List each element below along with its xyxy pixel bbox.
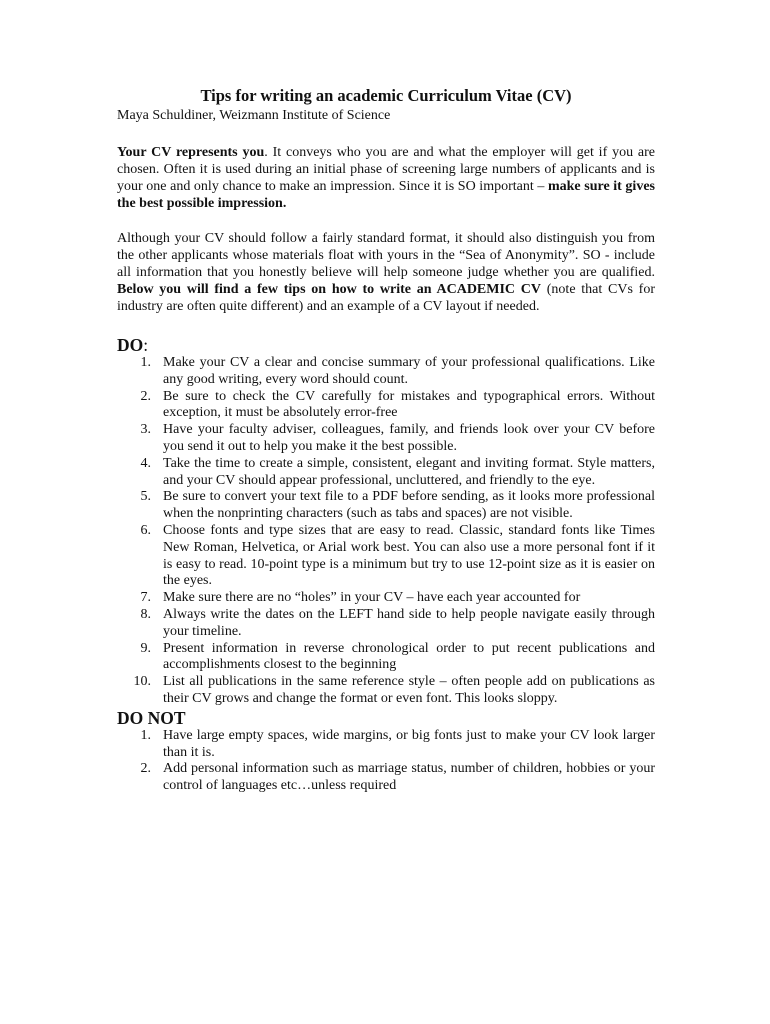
do-heading-text: DO <box>117 335 144 355</box>
item-text: Add personal information such as marriage status, number of children, hobbies or your control of languages etc…unless required <box>163 761 655 794</box>
document-body <box>117 86 655 795</box>
item-number: 4. <box>140 455 151 471</box>
do-heading <box>117 335 655 355</box>
list-item <box>117 674 655 708</box>
list-item <box>117 422 655 456</box>
list-item <box>117 489 655 523</box>
intro-paragraph-1 <box>117 144 655 212</box>
item-text: Make sure there are no “holes” in your CV – have each year accounted for <box>163 590 581 606</box>
item-number: 3. <box>140 422 151 438</box>
intro2-bold: Below you will find a few tips on how to write an ACADEMIC CV <box>117 282 542 297</box>
document-title: Tips for writing an academic Curriculum Vitae (CV) <box>200 86 572 105</box>
intro-lead-bold: Your CV represents you <box>117 145 265 160</box>
item-text: Make your CV a clear and concise summary of your professional qualifications. Like any good writing, every word should count. <box>163 355 655 387</box>
list-item <box>117 355 655 389</box>
list-item <box>117 761 655 795</box>
item-number: 5. <box>140 489 151 505</box>
item-text: Present information in reverse chronological order to put recent publications and accomplishments closest to the beginning <box>163 640 655 673</box>
intro2-tail: (note that CVs for industry are often quite different) and an example of a CV layout if needed. <box>117 282 656 314</box>
item-text: List all publications in the same reference style – often people add on publications as their CV grows and change the format or even font. This looks sloppy. <box>163 674 655 706</box>
item-number: 2. <box>140 388 151 404</box>
item-text: Have large empty spaces, wide margins, or big fonts just to make your CV look larger than it is. <box>163 727 655 760</box>
item-number: 10. <box>133 674 151 690</box>
intro2-text: Although your CV should follow a fairly standard format, it should also distinguish you from the other applicants whose materials float with yours in the “Sea of Anonymity”. SO - include all information that you honestly believe will help someone judge whether you are qualified. <box>117 231 655 280</box>
intro-paragraph-2 <box>117 230 655 315</box>
item-number: 8. <box>140 606 151 622</box>
item-number: 9. <box>140 640 151 656</box>
list-item <box>117 590 655 607</box>
item-text: Have your faculty adviser, colleagues, family, and friends look over your CV before you send it out to help you make it the best possible. <box>163 422 655 454</box>
list-item <box>117 456 655 490</box>
do-heading-colon: : <box>143 335 149 355</box>
list-item <box>117 389 655 423</box>
item-number: 2. <box>140 761 151 777</box>
intro-tail-bold: make sure it gives the best possible impression. <box>117 179 655 211</box>
item-number: 7. <box>140 590 151 606</box>
donot-heading: DO NOT <box>117 707 186 728</box>
item-text: Always write the dates on the LEFT hand side to help people navigate easily through your timeline. <box>163 606 655 639</box>
item-text: Choose fonts and type sizes that are easy to read. Classic, standard fonts like Times New Roman, Helvetica, or Arial work best. You can also use a more personal font if it is easy to read. 10-point type is a minimum but try to use 12-point size as it is easier on the eyes. <box>163 522 655 589</box>
item-number: 6. <box>140 522 151 538</box>
donot-list <box>117 728 655 795</box>
list-item <box>117 523 655 590</box>
item-number: 1. <box>140 355 151 370</box>
list-item <box>117 641 655 675</box>
item-number: 1. <box>140 727 151 743</box>
intro-text: . It conveys who you are and what the employer will get if you are chosen. Often it is used during an initial phase of screening large numbers of applicants and is your one and only chance to make an impression. Since it is SO important – <box>117 145 655 194</box>
do-list <box>117 355 655 708</box>
list-item <box>117 728 655 762</box>
item-text: Take the time to create a simple, consistent, elegant and inviting format. Style matters, and your CV should appear professional, uncluttered, and friendly to the eye. <box>163 455 655 488</box>
item-text: Be sure to convert your text file to a PDF before sending, as it looks more professional when the nonprinting characters (such as tabs and spaces) are not visible. <box>163 489 655 522</box>
list-item <box>117 607 655 641</box>
author-line: Maya Schuldiner, Weizmann Institute of Science <box>117 108 391 123</box>
item-text: Be sure to check the CV carefully for mistakes and typographical errors. Without exception, it must be absolutely error-free <box>163 388 655 421</box>
